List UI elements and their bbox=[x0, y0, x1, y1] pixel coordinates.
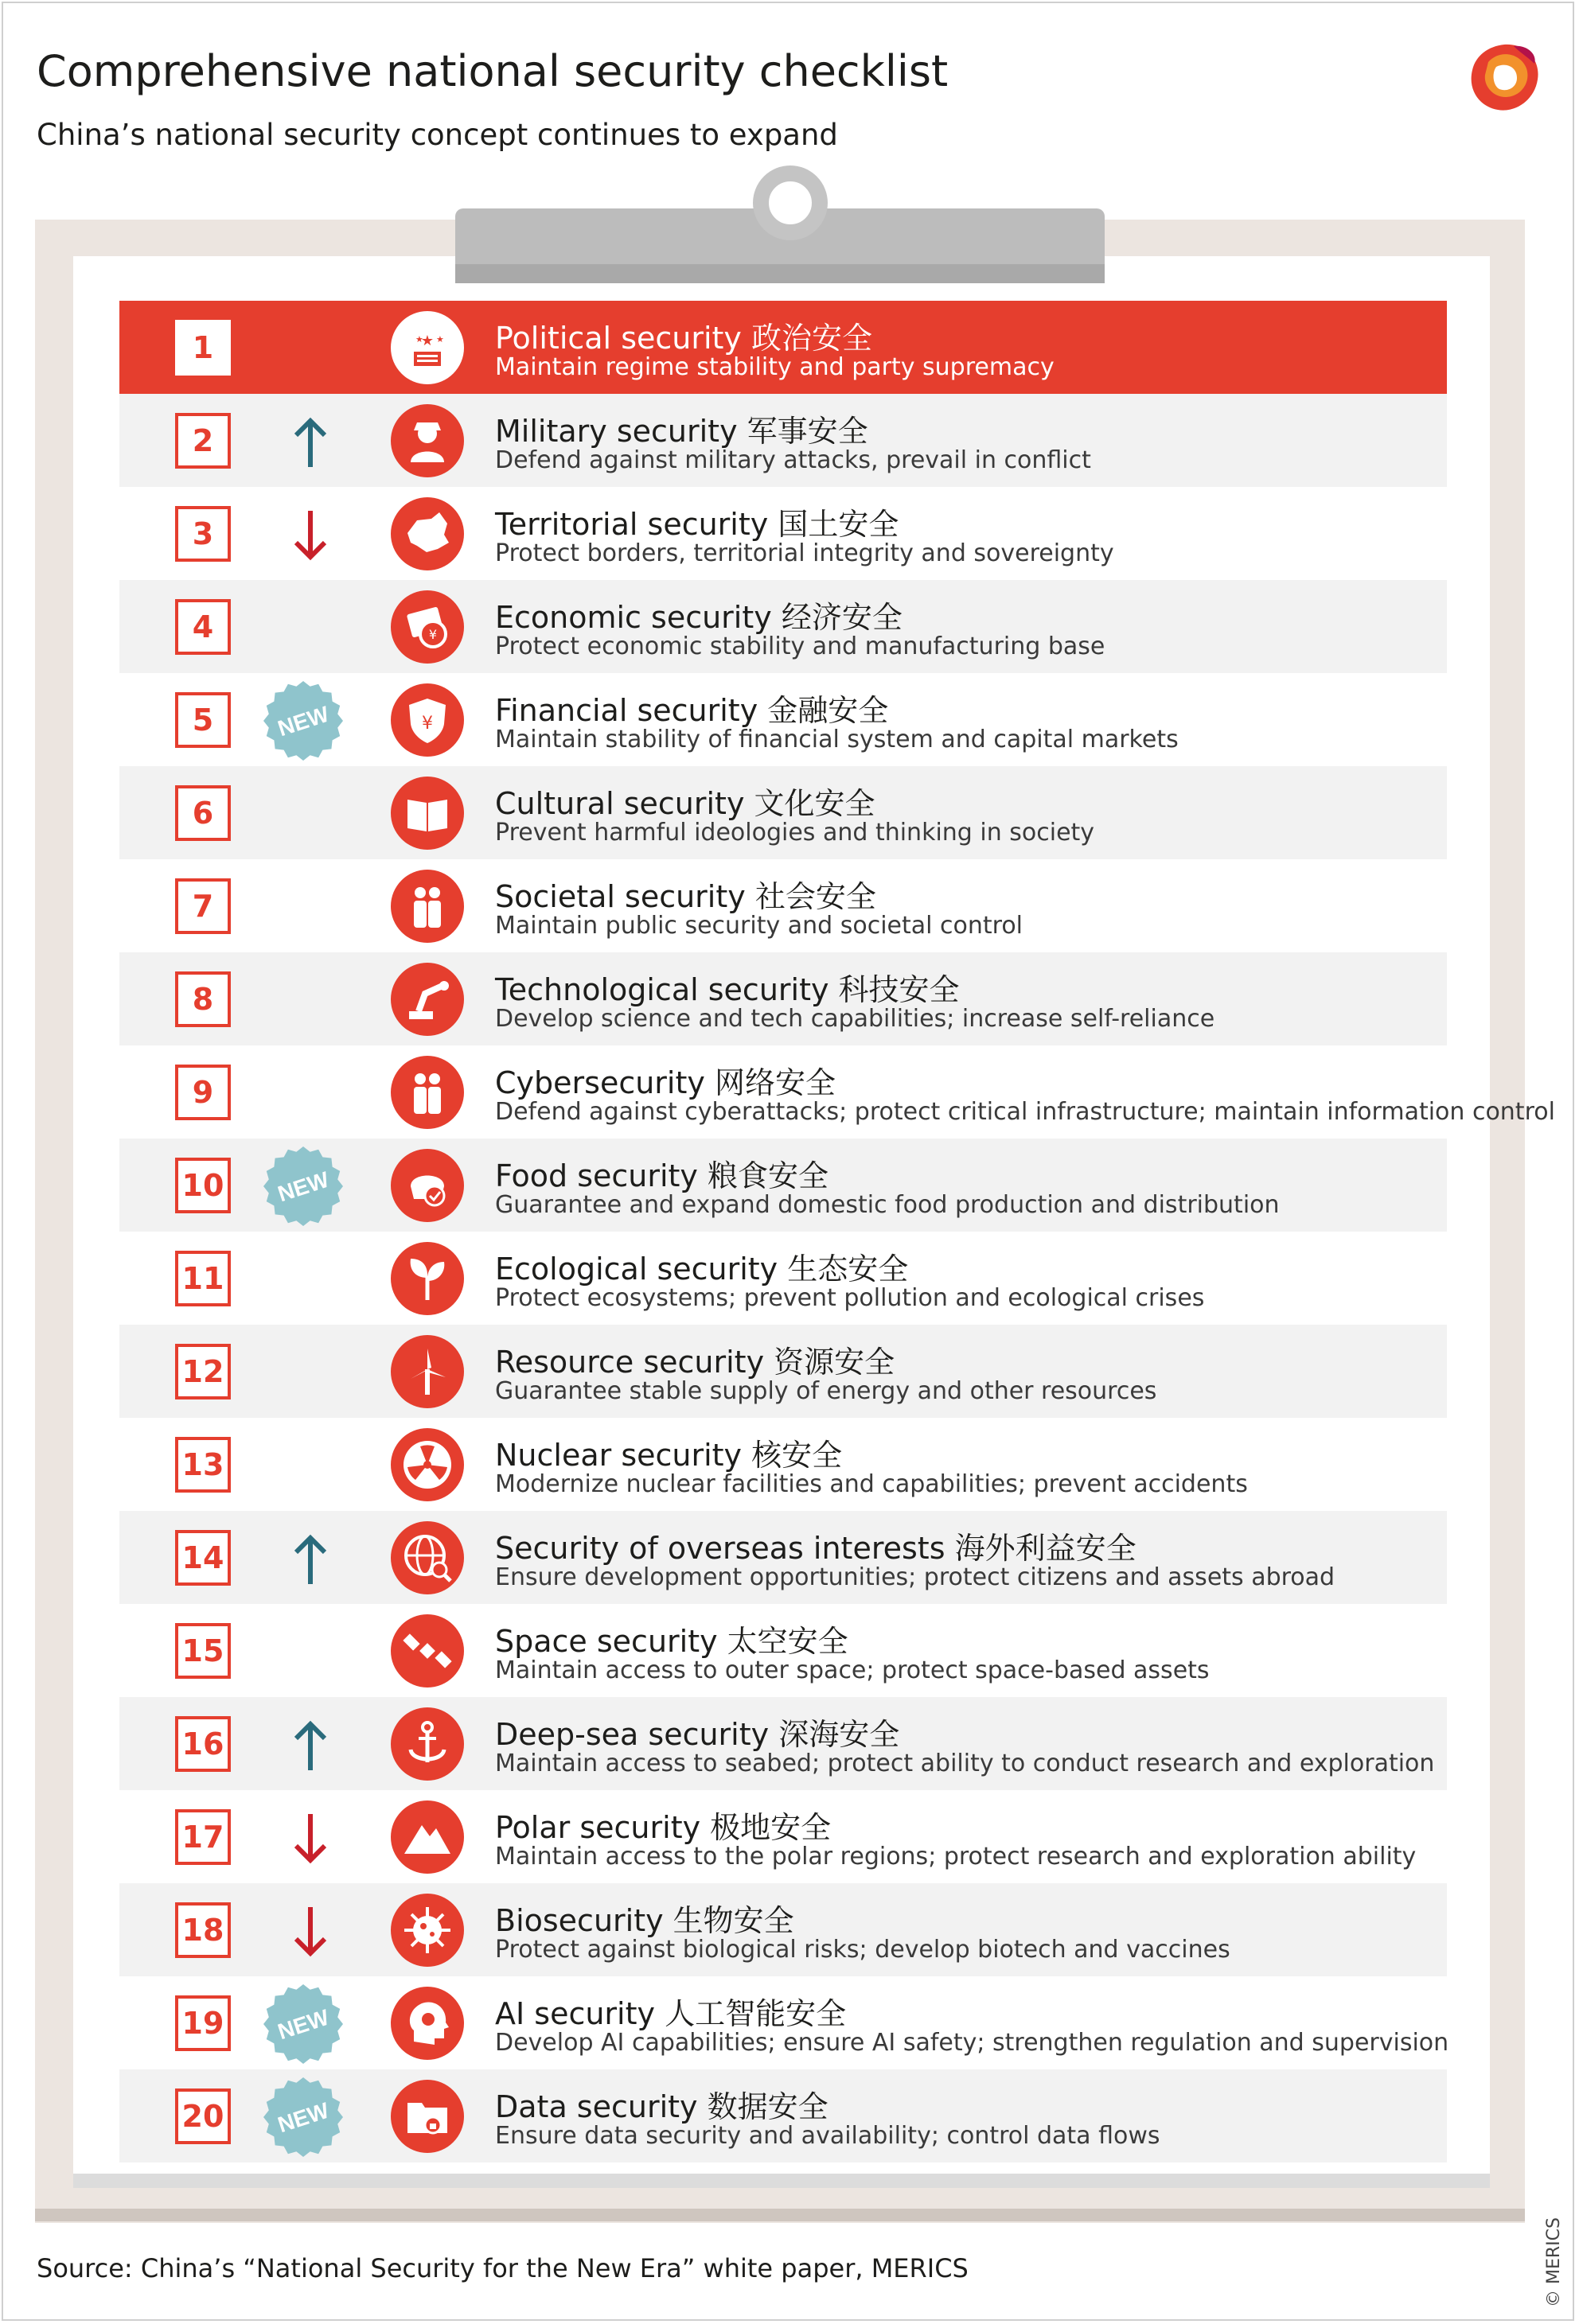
security-name: Biosecurity 生物安全 bbox=[495, 1903, 794, 1938]
new-badge bbox=[259, 679, 347, 762]
security-description: Maintain stability of financial system and capital markets bbox=[495, 726, 1179, 753]
security-description: Develop science and tech capabilities; increase self-reliance bbox=[495, 1005, 1215, 1033]
security-description: Maintain access to seabed; protect ability to conduct research and exploration bbox=[495, 1750, 1435, 1777]
copyright: © MERICS bbox=[1544, 2217, 1564, 2307]
security-name: Space security 太空安全 bbox=[495, 1624, 848, 1659]
security-description: Develop AI capabilities; ensure AI safety; strengthen regulation and supervision bbox=[495, 2029, 1449, 2057]
security-name: Ecological security 生态安全 bbox=[495, 1252, 909, 1287]
security-description: Ensure data security and availability; control data flows bbox=[495, 2122, 1160, 2150]
rank-number: 4 bbox=[175, 599, 231, 655]
rank-number: 18 bbox=[175, 1902, 231, 1958]
rank-number: 8 bbox=[175, 971, 231, 1027]
security-description: Protect ecosystems; prevent pollution and ecological crises bbox=[495, 1284, 1205, 1312]
wind-turbine-icon bbox=[390, 1334, 465, 1409]
security-name: Territorial security 国土安全 bbox=[495, 507, 899, 542]
satellite-icon bbox=[390, 1614, 465, 1688]
rank-number: 15 bbox=[175, 1623, 231, 1679]
table-row bbox=[119, 1883, 1447, 1976]
people-icon bbox=[390, 1055, 465, 1130]
robot-arm-icon bbox=[390, 962, 465, 1037]
rank-number: 3 bbox=[175, 506, 231, 562]
mountain-icon bbox=[390, 1800, 465, 1874]
svg-text:¥: ¥ bbox=[428, 627, 438, 642]
rank-number: 2 bbox=[175, 413, 231, 469]
security-description: Maintain public security and societal control bbox=[495, 912, 1023, 940]
table-row bbox=[119, 487, 1447, 580]
table-row bbox=[119, 952, 1447, 1045]
arrow-up-icon bbox=[287, 1533, 334, 1586]
merics-logo-icon bbox=[1464, 38, 1544, 118]
arrow-up-icon bbox=[287, 416, 334, 469]
table-row bbox=[119, 1790, 1447, 1883]
security-description: Maintain access to outer space; protect space-based assets bbox=[495, 1656, 1210, 1684]
rank-number: 20 bbox=[175, 2088, 231, 2144]
new-badge-label: NEW bbox=[275, 1166, 333, 1207]
security-name: Polar security 极地安全 bbox=[495, 1810, 832, 1845]
table-row bbox=[119, 766, 1447, 859]
arrow-up-icon bbox=[287, 1719, 334, 1772]
security-name: Nuclear security 核安全 bbox=[495, 1438, 843, 1473]
security-name: Cybersecurity 网络安全 bbox=[495, 1065, 836, 1100]
table-row bbox=[119, 1418, 1447, 1511]
security-name: Financial security 金融安全 bbox=[495, 693, 889, 728]
soldier-icon bbox=[390, 403, 465, 478]
table-row bbox=[119, 1232, 1447, 1325]
rank-number: 5 bbox=[175, 692, 231, 748]
rank-number: 6 bbox=[175, 785, 231, 841]
checklist-table bbox=[119, 301, 1555, 2162]
table-row bbox=[119, 1604, 1447, 1697]
clipboard-ring bbox=[753, 165, 828, 240]
security-description: Defend against cyberattacks; protect critical infrastructure; maintain information control bbox=[495, 1098, 1555, 1126]
security-name: Military security 军事安全 bbox=[495, 414, 868, 449]
security-name: Cultural security 文化安全 bbox=[495, 786, 875, 821]
svg-text:¥: ¥ bbox=[422, 714, 433, 734]
table-row bbox=[119, 1045, 1555, 1139]
security-name: Societal security 社会安全 bbox=[495, 879, 876, 914]
security-description: Defend against military attacks, prevail in conflict bbox=[495, 446, 1091, 474]
page-subtitle: China’s national security concept continues to expand bbox=[37, 118, 838, 152]
arrow-down-icon bbox=[287, 509, 334, 562]
rank-number: 16 bbox=[175, 1716, 231, 1772]
table-row bbox=[119, 1139, 1447, 1232]
security-name: Security of overseas interests 海外利益安全 bbox=[495, 1531, 1136, 1566]
arrow-down-icon bbox=[287, 1812, 334, 1865]
leaf-icon bbox=[390, 1241, 465, 1316]
rank-number: 11 bbox=[175, 1251, 231, 1306]
yuan-shield-icon bbox=[390, 683, 465, 757]
paper-shadow bbox=[73, 2172, 1490, 2188]
table-row bbox=[119, 394, 1447, 487]
table-row bbox=[119, 1511, 1447, 1604]
security-description: Prevent harmful ideologies and thinking in society bbox=[495, 819, 1095, 847]
security-name: Technological security 科技安全 bbox=[495, 972, 960, 1007]
new-badge-label: NEW bbox=[275, 2004, 333, 2045]
rank-number: 10 bbox=[175, 1158, 231, 1213]
security-description: Protect borders, territorial integrity and sovereignty bbox=[495, 539, 1114, 567]
security-description: Modernize nuclear facilities and capabilities; prevent accidents bbox=[495, 1470, 1248, 1498]
ai-head-icon bbox=[390, 1986, 465, 2061]
security-description: Guarantee and expand domestic food production and distribution bbox=[495, 1191, 1280, 1219]
arrow-down-icon bbox=[287, 1906, 334, 1958]
source-note: Source: China’s “National Security for the New Era” white paper, MERICS bbox=[37, 2253, 969, 2283]
people-icon bbox=[390, 869, 465, 944]
radiation-icon bbox=[390, 1427, 465, 1502]
rank-number: 7 bbox=[175, 878, 231, 934]
new-badge-label: NEW bbox=[275, 701, 333, 742]
security-name: Resource security 资源安全 bbox=[495, 1345, 895, 1380]
table-row bbox=[119, 1976, 1447, 2069]
rank-number: 9 bbox=[175, 1065, 231, 1120]
china-map-icon bbox=[390, 496, 465, 571]
table-row bbox=[119, 1325, 1447, 1418]
rank-number: 14 bbox=[175, 1530, 231, 1586]
security-name: Political security 政治安全 bbox=[495, 321, 872, 356]
anchor-icon bbox=[390, 1707, 465, 1781]
new-badge bbox=[259, 1983, 347, 2065]
security-description: Ensure development opportunities; protect citizens and assets abroad bbox=[495, 1563, 1335, 1591]
security-description: Protect against biological risks; develop biotech and vaccines bbox=[495, 1936, 1230, 1964]
new-badge bbox=[259, 2076, 347, 2159]
svg-text:★: ★ bbox=[420, 333, 435, 349]
book-icon bbox=[390, 776, 465, 851]
new-badge-label: NEW bbox=[275, 2097, 333, 2138]
globe-search-icon bbox=[390, 1520, 465, 1595]
clipboard-clip-lip bbox=[455, 264, 1105, 283]
flag-icon bbox=[390, 310, 465, 385]
security-name: Data security 数据安全 bbox=[495, 2089, 828, 2124]
security-name: Deep-sea security 深海安全 bbox=[495, 1717, 900, 1752]
table-row bbox=[119, 301, 1447, 394]
food-check-icon bbox=[390, 1148, 465, 1223]
yuan-coin-icon bbox=[390, 590, 465, 664]
svg-text:★: ★ bbox=[415, 334, 423, 345]
rank-number: 13 bbox=[175, 1437, 231, 1493]
new-badge bbox=[259, 1145, 347, 1228]
security-name: Food security 粮食安全 bbox=[495, 1158, 829, 1193]
rank-number: 19 bbox=[175, 1995, 231, 2051]
table-row bbox=[119, 580, 1447, 673]
svg-text:★: ★ bbox=[436, 334, 444, 345]
table-row bbox=[119, 673, 1447, 766]
table-row bbox=[119, 1697, 1447, 1790]
page-title: Comprehensive national security checklist bbox=[37, 46, 949, 96]
rank-number: 1 bbox=[175, 320, 231, 376]
rank-number: 12 bbox=[175, 1344, 231, 1399]
rank-number: 17 bbox=[175, 1809, 231, 1865]
table-row bbox=[119, 859, 1447, 952]
security-description: Guarantee stable supply of energy and other resources bbox=[495, 1377, 1157, 1405]
table-row bbox=[119, 2069, 1447, 2162]
security-description: Maintain regime stability and party supremacy bbox=[495, 353, 1055, 381]
security-description: Maintain access to the polar regions; protect research and exploration ability bbox=[495, 1843, 1417, 1870]
virus-icon bbox=[390, 1893, 465, 1968]
data-folder-icon bbox=[390, 2079, 465, 2154]
security-name: Economic security 经济安全 bbox=[495, 600, 903, 635]
clipboard-board-edge bbox=[35, 2209, 1525, 2221]
security-description: Protect economic stability and manufacturing base bbox=[495, 633, 1105, 660]
security-name: AI security 人工智能安全 bbox=[495, 1996, 847, 2031]
